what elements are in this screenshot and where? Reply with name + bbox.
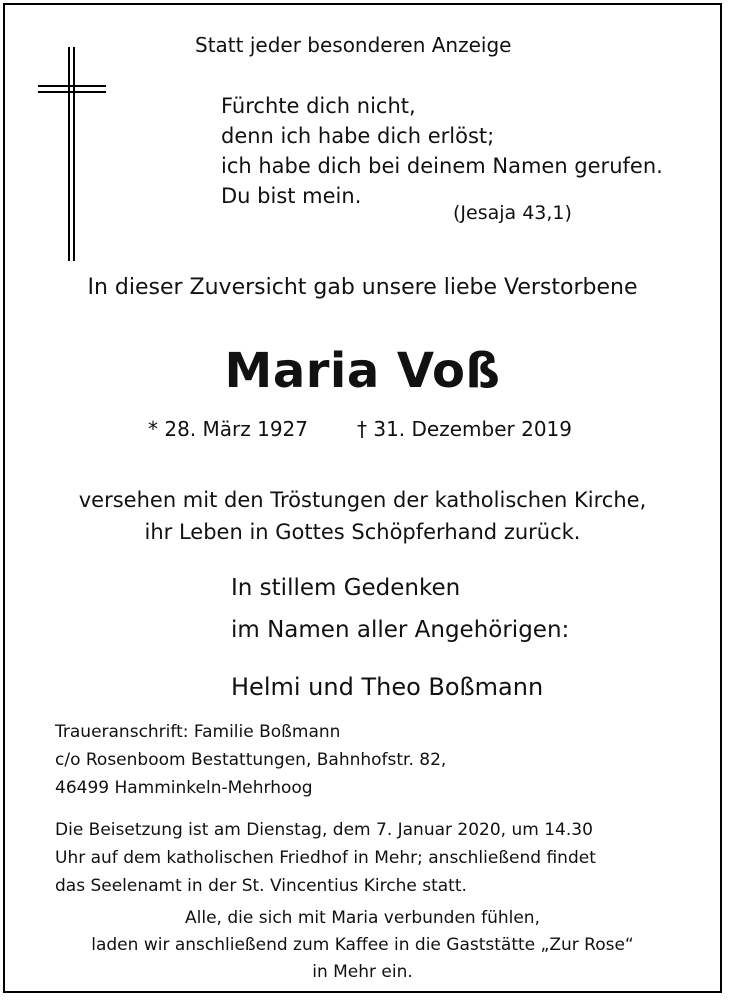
family-names: Helmi und Theo Boßmann: [231, 673, 544, 701]
verse-line: Du bist mein.: [221, 184, 362, 208]
verse-reference: (Jesaja 43,1): [453, 202, 572, 224]
mourning-line: im Namen aller Angehörigen:: [231, 617, 570, 643]
burial-info: [55, 816, 596, 900]
confidence-line: In dieser Zuversicht gab unsere liebe Verstorbene: [87, 275, 638, 300]
closing-line: in Mehr ein.: [312, 962, 413, 982]
burial-line: Die Beisetzung ist am Dienstag, dem 7. Januar 2020, um 14.30: [55, 820, 593, 840]
birth-date: * 28. März 1927: [148, 417, 309, 441]
burial-line: das Seelenamt in der St. Vincentius Kirche statt.: [55, 876, 467, 896]
address-line: c/o Rosenboom Bestattungen, Bahnhofstr. 82,: [55, 750, 447, 770]
verse-line: denn ich habe dich erlöst;: [221, 124, 495, 148]
body-line: versehen mit den Tröstungen der katholischen Kirche,: [78, 488, 647, 512]
deceased-name: Maria Voß: [224, 343, 501, 399]
intro-line: Statt jeder besonderen Anzeige: [195, 33, 512, 57]
body-line: ihr Leben in Gottes Schöpferhand zurück.: [144, 520, 581, 544]
body-text: [5, 484, 720, 548]
verse-line: ich habe dich bei deinem Namen gerufen.: [221, 154, 663, 178]
burial-line: Uhr auf dem katholischen Friedhof in Mehr; anschließend findet: [55, 848, 596, 868]
mourning-line: In stillem Gedenken: [231, 575, 461, 601]
closing-line: Alle, die sich mit Maria verbunden fühlen,: [185, 908, 540, 928]
address-line: Traueranschrift: Familie Boßmann: [55, 722, 341, 742]
mourning-text: [231, 567, 569, 651]
closing-invitation: [5, 905, 720, 986]
death-date: † 31. Dezember 2019: [357, 417, 572, 441]
verse-line: Fürchte dich nicht,: [221, 94, 416, 118]
address-line: 46499 Hamminkeln-Mehrhoog: [55, 778, 313, 798]
closing-line: laden wir anschließend zum Kaffee in die Gaststätte „Zur Rose“: [91, 935, 634, 955]
mourning-address: [55, 718, 446, 802]
obituary-notice: [3, 3, 722, 993]
bible-verse: [221, 91, 663, 211]
